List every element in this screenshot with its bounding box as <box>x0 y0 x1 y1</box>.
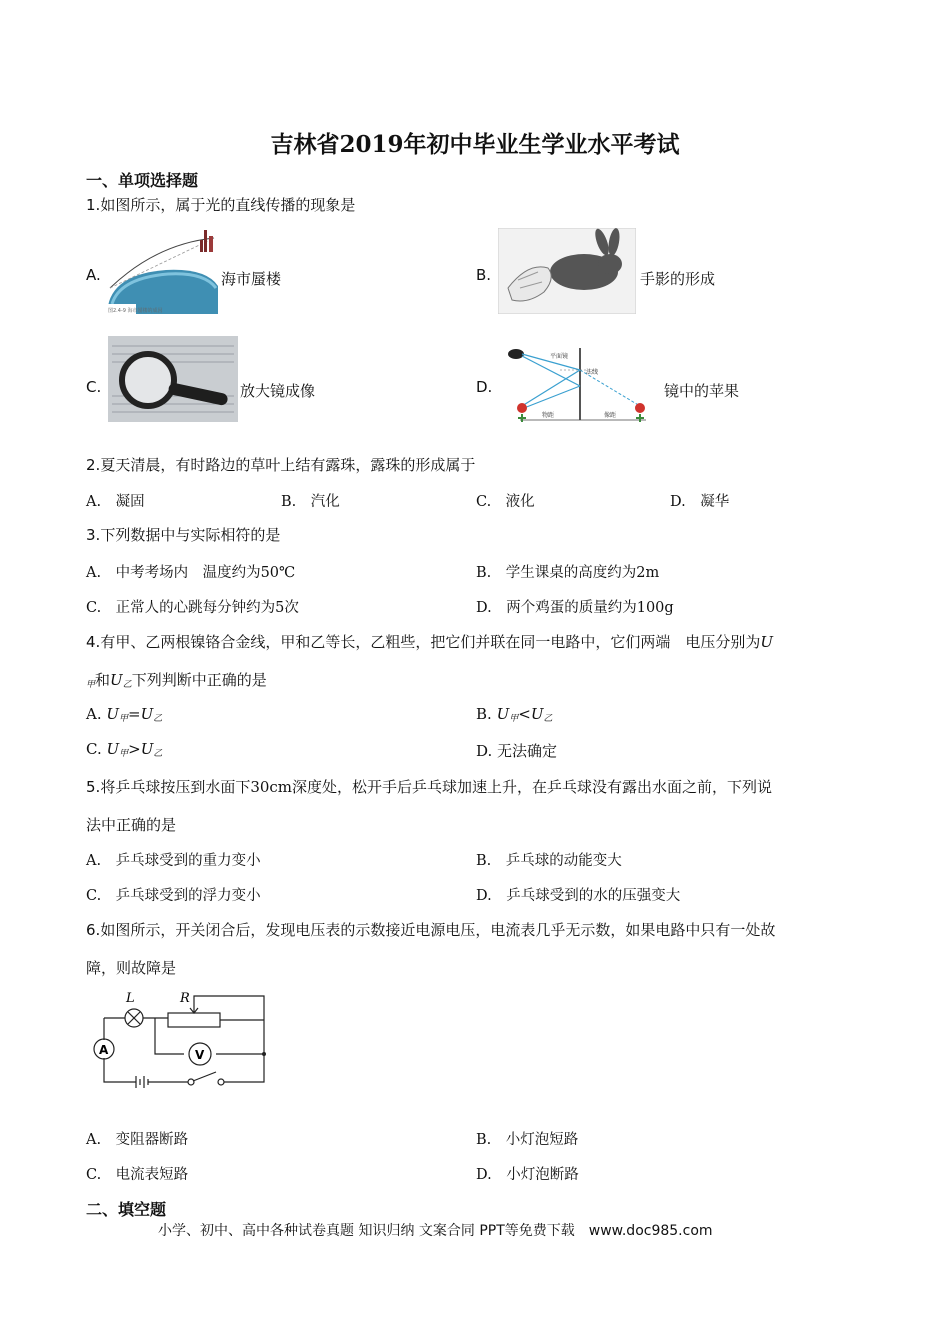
q6-option-d: D. 小灯泡断路 <box>476 1167 579 1183</box>
question-6-line-1 <box>86 919 775 940</box>
question-4-line-2 <box>86 669 267 690</box>
q6-option-a: A. 变阻器断路 <box>86 1132 189 1148</box>
question-number: 4. <box>86 633 101 651</box>
svg-text:图2.4-9 海市蜃楼的成因: 图2.4-9 海市蜃楼的成因 <box>108 308 163 314</box>
q6-option-c: C. 电流表短路 <box>86 1167 189 1183</box>
normal-label: 法线 <box>586 369 599 376</box>
subscript-jia: 甲 <box>86 680 96 690</box>
footer-text: 小学、初中、高中各种试卷真题 知识归纳 文案合同 PPT等免费下载 www.doc985.com <box>158 1223 713 1239</box>
subscript-yi: 乙 <box>153 749 163 759</box>
symbol-u: U <box>106 705 120 723</box>
q4-option-a <box>86 705 162 724</box>
q5-option-c: C. 乒乓球受到的浮力变小 <box>86 888 261 904</box>
q4-option-d: D. 无法确定 <box>476 742 558 760</box>
q4-option-c <box>86 740 162 759</box>
option-label: A. <box>86 705 107 723</box>
option-a-caption: 海市蜃楼 <box>221 270 282 288</box>
relation: > <box>128 740 141 758</box>
option-d-label: D. <box>476 378 493 396</box>
question-number: 1. <box>86 196 101 214</box>
question-stem-cont: 下列判断中正确的是 <box>131 671 267 689</box>
question-number: 3. <box>86 526 101 544</box>
symbol-u: U <box>106 740 120 758</box>
lamp-label: L <box>126 991 135 1006</box>
q3-option-b: B. 学生课桌的高度约为2m <box>476 565 660 581</box>
circuit-diagram <box>88 988 270 1088</box>
option-d-caption: 镜中的苹果 <box>664 382 740 400</box>
question-5-line-2: 法中正确的是 <box>86 816 177 834</box>
page-title: 吉林省2019年初中毕业生学业水平考试 <box>270 131 680 158</box>
section-heading-2: 二、填空题 <box>86 1200 167 1219</box>
question-2 <box>86 454 475 475</box>
symbol-u: U <box>530 705 544 723</box>
mirror-apple-image <box>500 340 658 426</box>
q2-option-c: C. 液化 <box>476 494 535 510</box>
q2-option-a: A. 凝固 <box>86 494 145 510</box>
rheostat-label: R <box>180 991 190 1006</box>
question-4-line-1 <box>86 631 773 652</box>
q5-option-b: B. 乒乓球的动能变大 <box>476 853 622 869</box>
question-stem: 夏天清晨，有时路边的草叶上结有露珠，露珠的形成属于 <box>100 456 476 474</box>
question-stem: 如图所示，开关闭合后，发现电压表的示数接近电源电压，电流表几乎无示数，如果电路中只有一处故 <box>100 921 776 939</box>
q4-option-b <box>476 705 552 724</box>
question-6-line-2: 障，则故障是 <box>86 959 177 977</box>
relation: = <box>128 705 141 723</box>
subscript-jia: 甲 <box>119 714 129 724</box>
option-b-caption: 手影的形成 <box>640 270 716 288</box>
q6-option-b: B. 小灯泡短路 <box>476 1132 579 1148</box>
question-stem: 有甲、乙两根镍铬合金线，甲和乙等长，乙粗些，把它们并联在同一电路中，它们两端 电压分别为 <box>100 633 761 651</box>
subscript-yi: 乙 <box>153 714 163 724</box>
question-stem: 下列数据中与实际相符的是 <box>100 526 281 544</box>
ammeter-label: A <box>99 1043 109 1057</box>
question-3 <box>86 524 280 545</box>
option-label: B. <box>476 705 497 723</box>
question-stem: 将乒乓球按压到水面下30cm深度处，松开手后乒乓球加速上升，在乒乓球没有露出水面之前，下列说 <box>100 778 773 796</box>
symbol-u: U <box>140 705 154 723</box>
mirage-image <box>106 226 218 314</box>
option-a-label: A. <box>86 266 101 284</box>
option-label: C. <box>86 740 107 758</box>
text-and: 和 <box>95 671 111 689</box>
q5-option-a: A. 乒乓球受到的重力变小 <box>86 853 261 869</box>
voltmeter-label: V <box>195 1048 205 1062</box>
option-c-caption: 放大镜成像 <box>240 382 316 400</box>
question-1 <box>86 194 355 215</box>
question-number: 6. <box>86 921 101 939</box>
q5-option-d: D. 乒乓球受到的水的压强变大 <box>476 888 681 904</box>
q3-option-c: C. 正常人的心跳每分钟约为5次 <box>86 600 299 616</box>
question-stem: 如图所示，属于光的直线传播的现象是 <box>100 196 356 214</box>
symbol-u: U <box>760 633 773 651</box>
q3-option-a: A. 中考考场内 温度约为50℃ <box>86 565 296 581</box>
question-number: 5. <box>86 778 101 796</box>
option-c-label: C. <box>86 378 102 396</box>
mirror-label: 平面镜 <box>550 353 569 360</box>
subscript-yi: 乙 <box>543 714 553 724</box>
q2-option-b: B. 汽化 <box>281 494 340 510</box>
symbol-u: U <box>140 740 154 758</box>
object-distance-label: 物距 <box>542 412 555 419</box>
magnifier-image <box>108 336 238 422</box>
hand-shadow-image <box>498 228 636 314</box>
q3-option-d: D. 两个鸡蛋的质量约为100g <box>476 600 674 616</box>
question-number: 2. <box>86 456 101 474</box>
subscript-jia: 甲 <box>509 714 519 724</box>
symbol-u: U <box>496 705 510 723</box>
section-heading-1: 一、单项选择题 <box>86 171 199 190</box>
question-5-line-1 <box>86 776 772 797</box>
image-distance-label: 像距 <box>604 412 617 419</box>
subscript-yi: 乙 <box>122 680 132 690</box>
option-b-label: B. <box>476 266 492 284</box>
relation: < <box>518 705 531 723</box>
subscript-jia: 甲 <box>119 749 129 759</box>
symbol-u: U <box>110 671 123 689</box>
q2-option-d: D. 凝华 <box>670 494 730 510</box>
